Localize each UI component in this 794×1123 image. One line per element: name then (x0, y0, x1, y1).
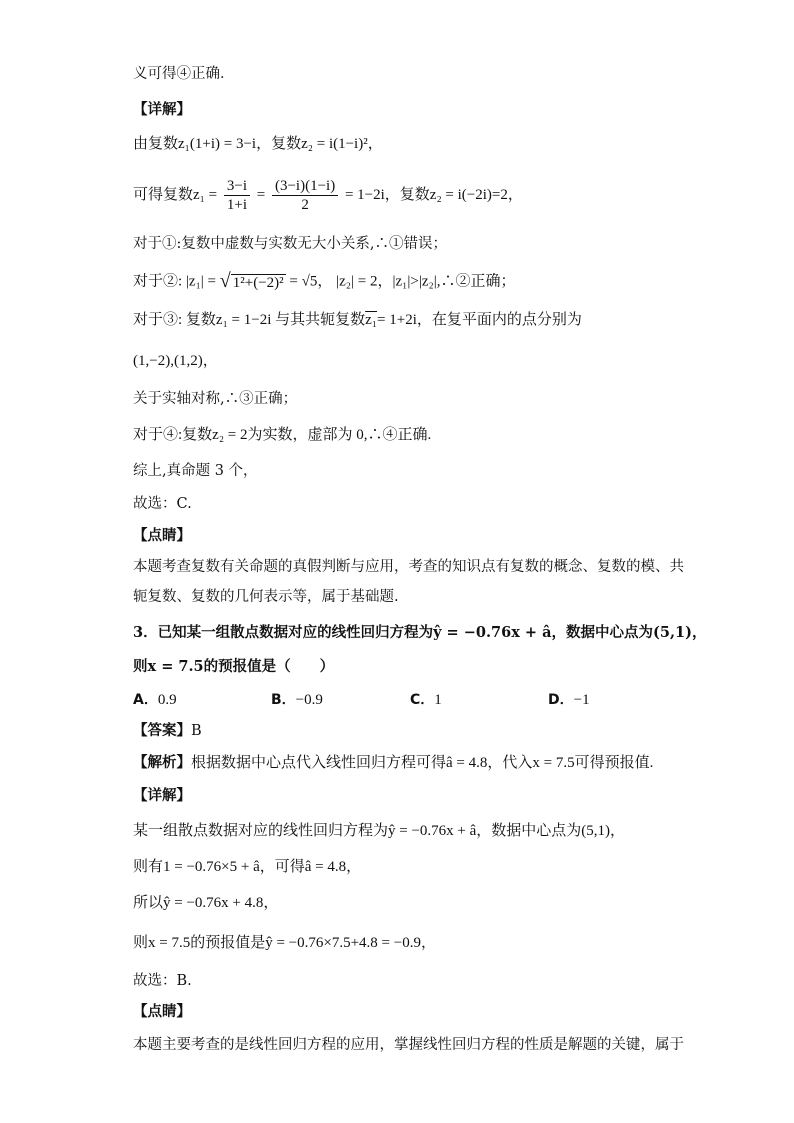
fraction (272, 177, 338, 214)
numerator: (3−i)(1−i) (272, 177, 338, 196)
answer-label: 【答案】 (133, 723, 191, 739)
text-line: 关于实轴对称,∴③正确； (133, 391, 298, 407)
text-line: 故选：B. (133, 973, 192, 989)
option-d-label: D． (548, 692, 574, 708)
option-a-value: 0.9 (157, 692, 177, 708)
text-line: 则有1 = −0.76×5 + â，可得â = 4.8， (133, 859, 362, 875)
analysis-line (133, 753, 653, 773)
option-b (271, 689, 323, 709)
answer-line (133, 721, 202, 741)
section-detail-heading: 【详解】 (133, 102, 191, 118)
denominator: 2 (301, 197, 309, 214)
option-a (133, 689, 177, 709)
text-fragment: = 1−2i，复数z₂ = i(−2i)=2， (344, 187, 523, 203)
text-line: 故选：C. (133, 496, 192, 512)
text-line: 某一组散点数据对应的线性回归方程为ŷ = −0.76x + â，数据中心点为(5,1)， (133, 823, 626, 839)
analysis-label: 【解析】 (133, 755, 191, 771)
text-line: 本题主要考查的是线性回归方程的应用，掌握线性回归方程的性质是解题的关键，属于 (133, 1037, 684, 1053)
text-fragment: = 1+2i，在复平面内的点分别为 (377, 312, 582, 328)
analysis-text: 根据数据中心点代入线性回归方程可得â = 4.8，代入x = 7.5可得预报值. (191, 755, 654, 771)
option-d (548, 689, 590, 709)
text-line: 本题考查复数有关命题的真假判断与应用，考查的知识点有复数的概念、复数的模、共 (133, 559, 684, 575)
radicand: 1²+(−2)² (232, 275, 284, 291)
section-comment-heading: 【点睛】 (133, 528, 191, 544)
fraction (224, 177, 250, 214)
formula-line (133, 266, 515, 298)
conjugate-symbol: z₁ (365, 312, 378, 328)
option-b-label: B． (271, 692, 296, 708)
text-line: 则x = 7.5的预报值是ŷ = −0.76×7.5+4.8 = −0.9， (133, 935, 436, 951)
option-a-label: A． (133, 692, 158, 708)
question-3-stem: 3．已知某一组散点数据对应的线性回归方程为ŷ = −0.76x + â，数据中心点为(5,1)， (133, 624, 707, 641)
text-line: 义可得④正确． (133, 66, 235, 82)
option-c-value: 1 (434, 692, 442, 708)
numerator: 3−i (224, 177, 250, 196)
formula-line (133, 174, 523, 216)
text-line: (1,−2),(1,2)， (133, 353, 218, 369)
text-line: 综上,真命题 3 个， (133, 463, 258, 479)
section-comment-heading: 【点睛】 (133, 1004, 191, 1020)
text-fragment: = √5， |z₂| = 2，|z₁|>|z₂|,∴②正确； (289, 273, 516, 290)
section-detail-heading: 【详解】 (133, 788, 191, 804)
question-3-stem-continued: 则x = 7.5的预报值是（ ） (133, 658, 335, 675)
text-fragment: 对于②: |z₁| = (133, 273, 217, 290)
answer-value: B (191, 723, 202, 739)
formula-line (133, 310, 582, 330)
option-c-label: C． (410, 692, 435, 708)
text-fragment: 对于③: 复数z₁ = 1−2i 与其共轭复数 (133, 312, 366, 328)
text-fragment: 可得复数z₁ = (133, 187, 218, 203)
square-root: √ 1²+(−2)² (219, 270, 284, 292)
denominator: 1+i (226, 197, 247, 214)
option-d-value: −1 (573, 692, 590, 708)
option-c (410, 689, 442, 709)
text-line: 轭复数、复数的几何表示等，属于基础题. (133, 589, 399, 605)
text-line: 对于④:复数z₂ = 2为实数，虚部为 0,∴④正确. (133, 427, 432, 443)
option-b-value: −0.9 (295, 692, 323, 708)
text-line: 由复数z₁(1+i) = 3−i，复数z₂ = i(1−i)²， (133, 136, 383, 152)
equals-sign: = (256, 187, 266, 203)
text-line: 对于①:复数中虚数与实数无大小关系,∴①错误； (133, 236, 447, 252)
text-line: 所以ŷ = −0.76x + 4.8， (133, 895, 279, 911)
